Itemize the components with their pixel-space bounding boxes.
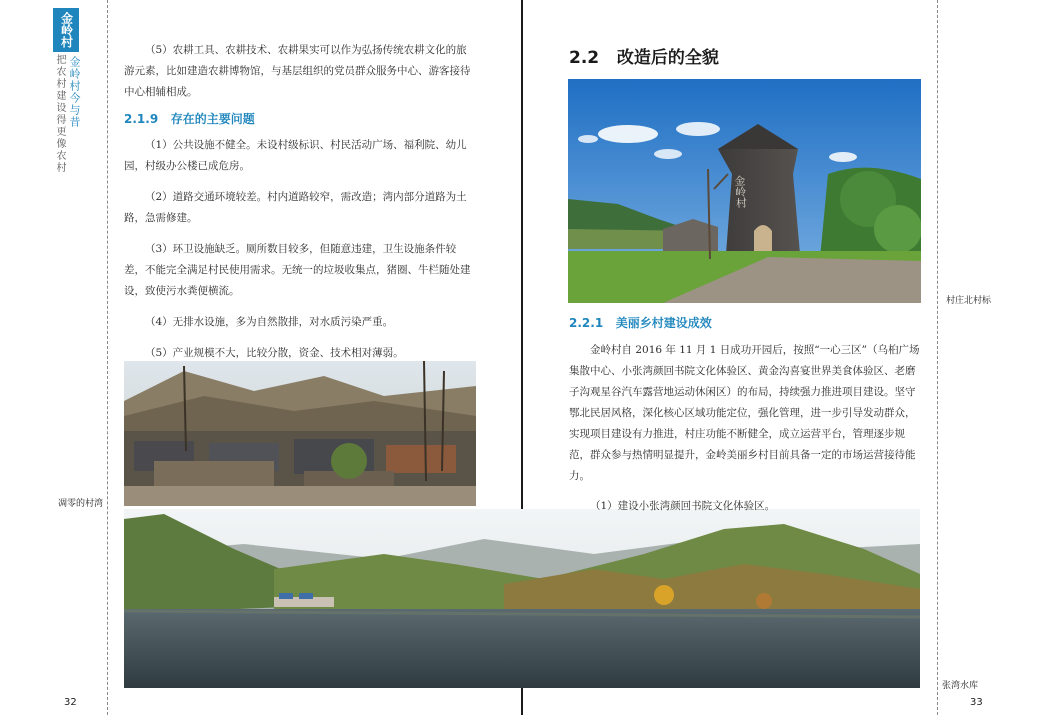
chapter-side-title: 金岭村今与昔 [68, 56, 81, 128]
problem-item: （3）环卫设施缺乏。厕所数目较多，但随意违建，卫生设施条件较差，不能完全满足村民使用需求。无统一的垃圾收集点，猪圈、牛栏随处建设，致使污水粪便横流。 [124, 243, 471, 297]
section-heading-219 [124, 110, 476, 127]
paragraph-farming: （5）农耕工具、农耕技术、农耕果实可以作为弘扬传统农耕文化的旅游元素，比如建造农耕博物馆，与基层组织的党员群众服务中心、游客接待中心相辅相成。 [124, 44, 471, 98]
section-title: 美丽乡村建设成效 [615, 316, 712, 330]
book-side-title: 把农村建设得更像农村 [54, 54, 65, 174]
problem-item: （2）道路交通环境较差。村内道路较窄，需改造；湾内部分道路为土路，急需修建。 [124, 191, 467, 224]
problem-item: （4）无排水设施，多为自然散排，对水质污染严重。 [145, 316, 394, 328]
item-one: （1）建设小张湾颜回书院文化体验区。 [590, 500, 776, 512]
reservoir-panorama [124, 509, 920, 688]
chapter-title: 改造后的全貌 [616, 48, 719, 68]
section-heading-221 [569, 314, 712, 331]
section-number: 2.1.9 [124, 112, 159, 126]
chapter-heading [569, 43, 719, 68]
village-marker-photo [568, 79, 921, 303]
section-number: 2.2.1 [569, 316, 604, 330]
caption-village-marker: 村庄北村标 [946, 296, 992, 306]
section-title: 存在的主要问题 [170, 112, 255, 126]
right-margin-line [937, 0, 938, 715]
left-margin-line [107, 0, 108, 715]
construction-summary: 金岭村自 2016 年 11 月 1 日成功开园后，按照“一心三区”（乌桕广场集散中心、小张湾颜回书院文化体验区、黄金沟喜宴世界美食体验区、老磨子沟观星谷汽车露营地运动休闲区）的布局，持续强力推进项目建设。坚守鄂北民居风格，深化核心区域功能定位，强化管理，进一步引导发动群众，实现项目建设有力推进，村庄功能不断健全，成立运营平台，管理逐步规范，群众参与热情明显提升，金岭美丽乡村目前具备一定的市场运营接待能力。 [569, 344, 920, 482]
problem-item: （1）公共设施不健全。未设村级标识、村民活动广场、福利院、幼儿园，村级办公楼已成危房。 [124, 139, 467, 172]
caption-village: 凋零的村湾 [58, 499, 104, 509]
chapter-tab: 金岭村 [53, 8, 79, 52]
right-text-block [569, 340, 921, 517]
monument-inscription: 金岭村 [732, 174, 748, 209]
chapter-number: 2.2 [569, 48, 600, 68]
problem-item: （5）产业规模不大，比较分散，资金、技术相对薄弱。 [145, 347, 404, 359]
page-number-right: 33 [970, 697, 983, 708]
caption-reservoir: 张湾水库 [942, 681, 979, 691]
page-number-left: 32 [64, 697, 77, 708]
left-text-block [124, 40, 476, 364]
village-photo [124, 361, 476, 506]
